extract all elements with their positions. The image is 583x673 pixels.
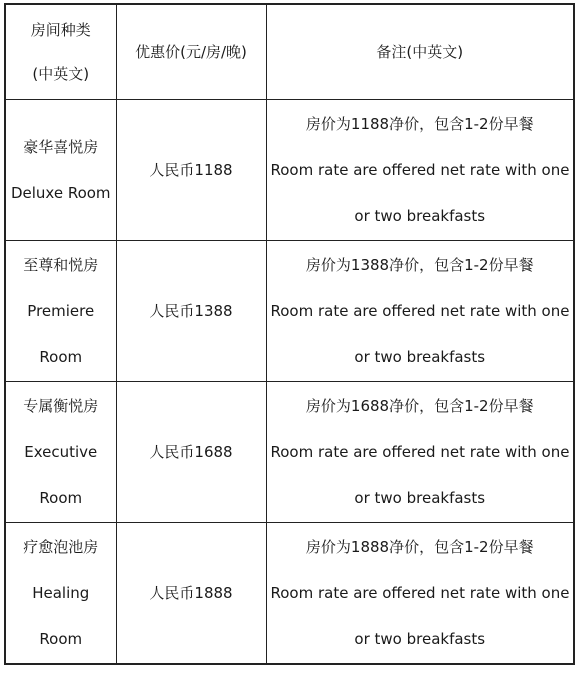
room-name-line: Healing [32,584,90,603]
room-notes-cell [266,523,574,664]
room-price: 人民币1188 [149,160,233,179]
header-notes [266,4,574,99]
room-note-line: or two breakfasts [354,347,486,366]
room-name-cell [5,382,116,523]
room-notes-cell [266,240,574,381]
room-note-line: or two breakfasts [354,489,486,508]
room-notes-cell [266,99,574,240]
room-note-line: 房价为1388净价，包含1-2份早餐 [305,255,534,274]
room-name-cell [5,523,116,664]
header-notes-label: 备注(中英文) [376,42,464,61]
table-row [5,240,574,381]
room-name-line: Deluxe Room [10,183,111,202]
room-note-line: 房价为1888净价，包含1-2份早餐 [305,538,534,557]
room-price-cell [116,523,266,664]
room-note-line: Room rate are offered net rate with one [270,584,570,603]
room-price: 人民币1388 [149,301,233,320]
room-note-line: Room rate are offered net rate with one [270,301,570,320]
table-row [5,382,574,523]
room-name-line: Room [39,489,83,508]
header-price-label: 优惠价(元/房/晚) [135,42,247,61]
room-note-line: 房价为1688净价，包含1-2份早餐 [305,397,534,416]
room-note-line: 房价为1188净价，包含1-2份早餐 [305,114,534,133]
room-name-cell [5,99,116,240]
room-name-line: 专属衡悦房 [23,397,99,416]
room-price-cell [116,99,266,240]
table-header-row [5,4,574,99]
room-price-cell [116,382,266,523]
room-price: 人民币1688 [149,443,233,462]
table-row [5,523,574,664]
room-note-line: or two breakfasts [354,206,486,225]
header-price [116,4,266,99]
room-name-line: 至尊和悦房 [23,255,99,274]
table-row [5,99,574,240]
header-room-type-line: 房间种类 [30,20,91,39]
header-room-type-line: (中英文) [32,64,90,83]
room-name-line: 疗愈泡池房 [23,538,99,557]
room-price: 人民币1888 [149,584,233,603]
room-name-line: Executive [24,443,98,462]
room-note-line: Room rate are offered net rate with one [270,443,570,462]
room-rate-table [4,3,575,665]
room-notes-cell [266,382,574,523]
room-name-line: Room [39,347,83,366]
room-note-line: or two breakfasts [354,630,486,649]
room-note-line: Room rate are offered net rate with one [270,160,570,179]
room-name-line: 豪华喜悦房 [23,137,99,156]
room-name-line: Room [39,630,83,649]
room-name-cell [5,240,116,381]
room-price-cell [116,240,266,381]
header-room-type [5,4,116,99]
room-name-line: Premiere [27,301,95,320]
